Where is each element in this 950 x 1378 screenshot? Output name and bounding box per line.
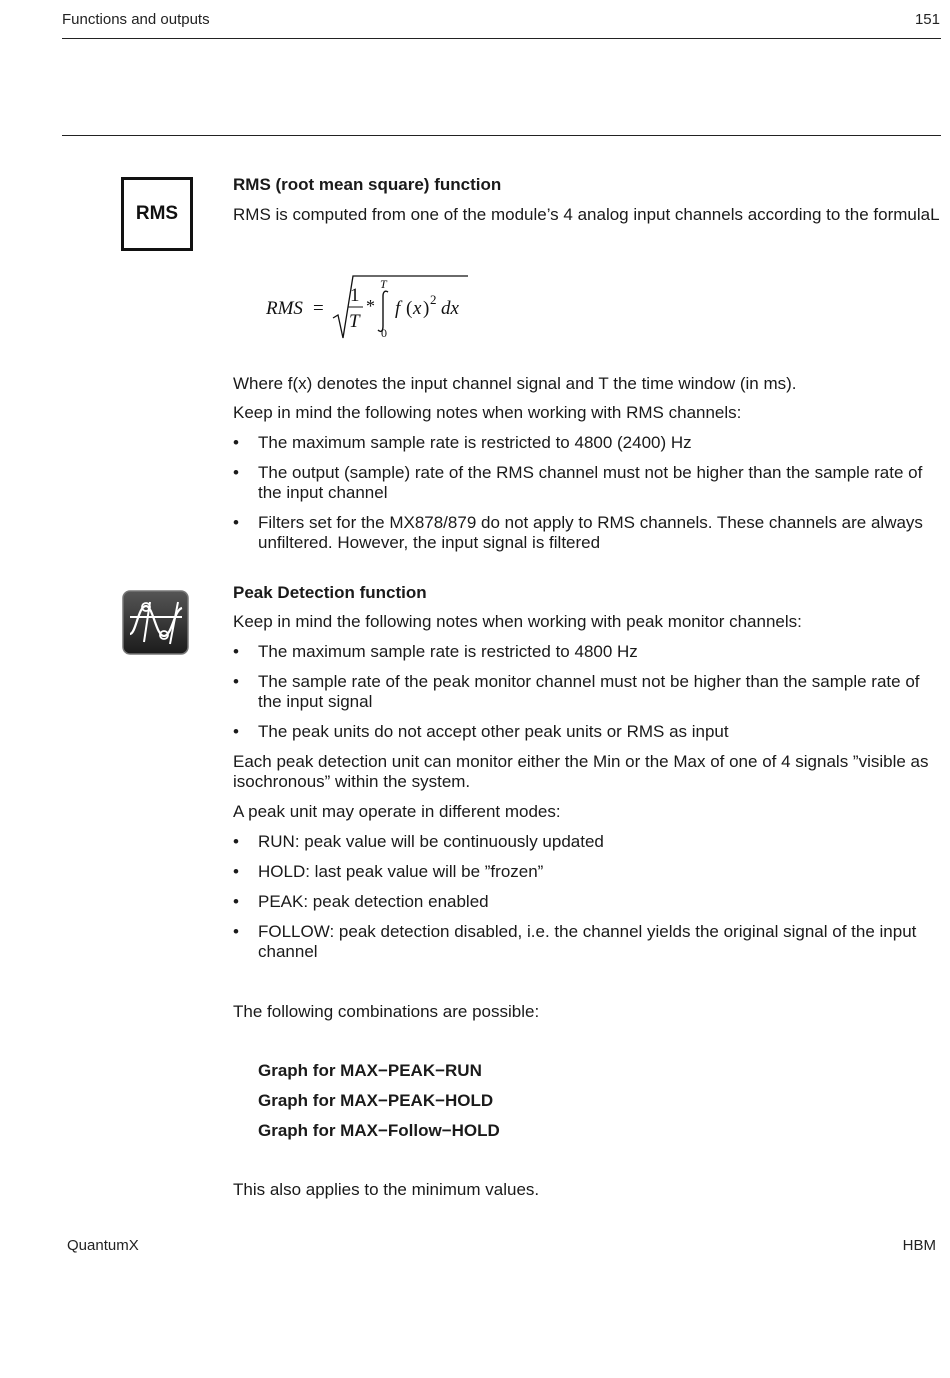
graph-caption-max-peak-hold: Graph for MAX−PEAK−HOLD [258,1091,494,1110]
formula-numerator: 1 [350,285,360,306]
rms-where-text: Where f(x) denotes the input channel signal and T the time window (in ms). [233,374,797,393]
footer-brand: HBM [902,1237,936,1254]
closing-text: This also applies to the minimum values. [233,1180,540,1199]
page-number: 151 [914,11,940,28]
bullet-marker: • [233,513,239,532]
bullet-marker: • [233,862,239,881]
peak-notes-intro: Keep in mind the following notes when working with peak monitor channels: [233,612,802,631]
bullet-marker: • [233,433,239,452]
section-rule [62,135,941,136]
rms-bullet-2: The output (sample) rate of the RMS channel must not be higher than the sample rate of the input channel [258,463,923,502]
peak-mode-peak: PEAK: peak detection enabled [258,892,489,911]
footer-product: QuantumX [67,1237,139,1254]
formula-differential: dx [441,298,459,319]
rms-icon [121,177,193,251]
formula-times: * [366,296,375,316]
formula-equals: = [313,298,324,319]
peak-mode-run: RUN: peak value will be continuously updated [258,832,604,851]
combinations-intro: The following combinations are possible: [233,1002,540,1021]
bullet-marker: • [233,832,239,851]
formula-integrand: f [395,298,401,319]
peak-bullet-3: The peak units do not accept other peak units or RMS as input [258,722,729,741]
peak-title: Peak Detection function [233,583,427,602]
formula-exponent: 2 [430,292,437,307]
graph-caption-max-peak-run: Graph for MAX−PEAK−RUN [258,1061,482,1080]
formula-lhs: RMS [266,298,303,319]
peak-detection-icon [122,590,190,656]
formula-denominator: T [349,311,360,332]
bullet-marker: • [233,672,239,691]
bullet-marker: • [233,722,239,741]
bullet-marker: • [233,642,239,661]
peak-modes-intro: A peak unit may operate in different modes: [233,802,561,821]
rms-notes-intro: Keep in mind the following notes when working with RMS channels: [233,403,742,422]
peak-mode-hold: HOLD: last peak value will be ”frozen” [258,862,544,881]
peak-bullet-1: The maximum sample rate is restricted to 4800 Hz [258,642,638,661]
rms-bullet-3: Filters set for the MX878/879 do not apply to RMS channels. These channels are always unfiltered. However, the input signal is filtered [258,513,923,552]
header-rule [62,38,941,39]
graph-caption-max-follow-hold: Graph for MAX−Follow−HOLD [258,1121,500,1140]
rms-icon-label: RMS [135,203,179,224]
rms-intro: RMS is computed from one of the module’s 4 analog input channels according to the formulaL [233,205,940,224]
bullet-marker: • [233,922,239,941]
running-header-section: Functions and outputs [62,11,210,28]
bullet-marker: • [233,463,239,482]
formula-var: x [413,298,422,319]
peak-mode-follow: FOLLOW: peak detection disabled, i.e. the channel yields the original signal of the input channel [258,922,917,961]
formula-paren-close: ) [423,298,430,319]
formula-upper-limit: T [380,277,387,291]
bullet-marker: • [233,892,239,911]
peak-monitor-text: Each peak detection unit can monitor either the Min or the Max of one of 4 signals ”visible as isochronous” within the system. [233,752,929,791]
rms-title: RMS (root mean square) function [233,175,502,194]
rms-bullet-1: The maximum sample rate is restricted to 4800 (2400) Hz [258,433,692,452]
formula-lower-limit: 0 [381,326,387,340]
formula-paren-open: ( [406,298,413,319]
rms-formula [265,272,475,344]
peak-bullet-2: The sample rate of the peak monitor channel must not be higher than the sample rate of the input signal [258,672,920,711]
